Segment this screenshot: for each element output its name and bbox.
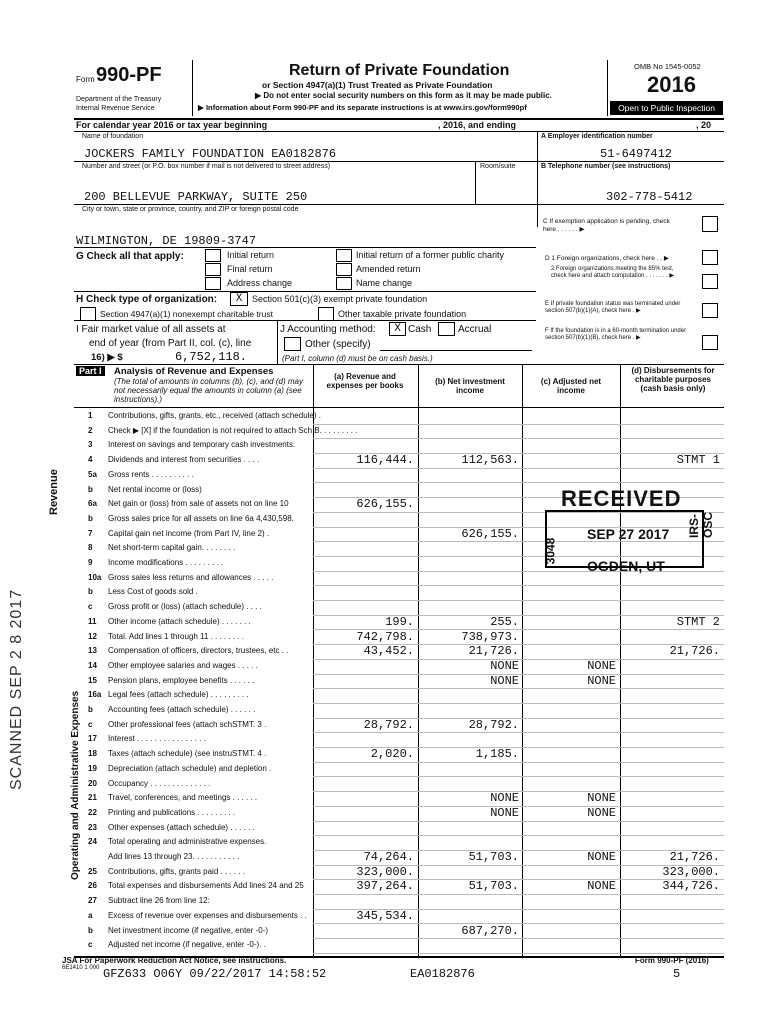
row-label: Interest on savings and temporary cash investments. [108,440,296,450]
room-label: Room/suite [480,163,516,170]
col-b-value[interactable]: 626,155. [461,526,519,541]
stamp-code-left: 3048 [543,537,558,565]
row-label: Other professional fees (attach schSTMT. 3 . [108,719,267,729]
col-c-value[interactable]: NONE [587,791,616,806]
table-row [74,924,724,939]
notice-info: ▶ Information about Form 990-PF and its separate instructions is at www.irs.gov/form990pf [198,103,527,112]
ein-label: A Employer identification number [541,133,653,140]
row-label: Travel, conferences, and meetings . . . . . . [108,793,258,803]
row-label: Check ▶ [X] if the foundation is not required to attach Sch B. . . . . . . . . [108,425,358,435]
row-number: b [88,587,93,597]
row-label: Accounting fees (attach schedule) . . . . . . [108,705,256,714]
jsa-notice: JSA For Paperwork Reduction Act Notice, see instructions. [62,956,287,965]
table-row [74,762,724,777]
row-number: c [88,602,93,612]
table-row [74,777,724,792]
termination-60-label: F If the foundation is in a 60-month termination under section 507(b)(1)(B), check here . ▶ [545,328,687,341]
final-return-label: Final return [227,264,273,274]
col-a-value[interactable]: 116,444. [356,453,414,468]
row-number: 14 [88,660,97,670]
table-row [74,894,724,909]
col-b-value[interactable]: 28,792. [468,717,519,732]
row-label: Add lines 13 through 23. . . . . . . . . . . [108,852,240,861]
col-d-value[interactable]: 21,726. [669,644,720,659]
row-label: Legal fees (attach schedule) . . . . . . . . . [108,690,249,700]
row-label: Dividends and interest from securities . . . . [108,455,260,465]
row-number: 8 [88,543,93,553]
col-a-value[interactable]: 742,798. [356,629,414,644]
row-number: 18 [88,749,97,759]
row-number: 17 [88,734,97,744]
other-taxable-label: Other taxable private foundation [338,309,467,319]
col-b-value[interactable]: 112,563. [461,453,519,468]
table-row [74,644,724,659]
501c3-checkbox[interactable]: X [230,292,248,306]
exemption-pending-label: C If exemption application is pending, check here . . . . . . ▶ [543,218,670,233]
table-row [74,659,724,674]
form-subtitle: or Section 4947(a)(1) Trust Treated as Private Foundation [262,80,493,90]
row-number: 24 [88,837,97,847]
row-label: Income modifications . . . . . . . . . [108,558,224,567]
row-label: Total. Add lines 1 through 11 . . . . . . . . [108,631,244,641]
part1-tag: Part I [76,366,105,376]
row-label: Net rental income or (loss) [108,484,202,494]
row-number: a [88,910,93,920]
row-label: Capital gain net income (from Part IV, line 2) . [108,528,270,538]
g-label: G Check all that apply: [76,251,184,262]
amended-return-label: Amended return [356,264,421,274]
col-d-header: (d) Disbursements for charitable purposes (cash basis only) [631,366,715,393]
row-number: 1 [88,411,93,420]
col-d-value[interactable]: 323,000. [662,864,720,879]
calendar-mid: , 2016, and ending [438,120,517,130]
table-row [74,409,724,424]
row-number: 20 [88,778,97,788]
fmv-label-1: I Fair market value of all assets at [76,324,226,335]
table-row [74,850,724,865]
table-row [74,585,724,600]
initial-return-label: Initial return [227,250,275,260]
omb-number: OMB No 1545-0052 [634,62,701,71]
foreign-org-checkbox[interactable] [702,250,718,265]
col-d-value[interactable]: STMT 2 [676,614,720,629]
table-row [74,821,724,836]
other-method-label: Other (specify) [305,339,371,350]
ein-reference: EA0182876 [410,967,475,981]
col-c-header: (c) Adjusted net income [540,377,602,395]
cash-label: Cash [408,324,432,335]
row-number: b [88,705,93,714]
501c3-label: Section 501(c)(3) exempt private foundation [252,294,428,304]
row-number: b [88,484,93,494]
row-label: Contributions, gifts, grants, etc., received (attach schedule) . [108,411,321,420]
row-label: Compensation of officers, directors, trustees, etc . . [108,646,289,656]
h-label: H Check type of organization: [76,294,218,305]
col-a-header: (a) Revenue and expenses per books [326,372,404,390]
part1-desc: (The total of amounts in columns (b), (c), and (d) may not necessarily equal the amounts in column (a) (see instructions).) [114,377,303,404]
foreign-85-label: 2 Foreign organizations meeting the 85% test, check here and attach computation . . . . . . . ▶ [551,266,675,279]
table-row [74,688,724,703]
calendar-line: For calendar year 2016 or tax year beginning [76,120,268,130]
row-number: 3 [88,440,93,450]
row-label: Gross profit or (loss) (attach schedule) . . . . [108,602,262,612]
street-label: Number and street (or P.O. box number if mail is not delivered to street address) [82,163,331,170]
col-d-value[interactable]: 344,726. [662,879,720,894]
terminated-label: E If private foundation status was terminated under section 507(b)(1)(A), check here . ▶ [545,301,681,314]
table-row [74,600,724,615]
col-a-value[interactable]: 345,534. [356,908,414,923]
row-label: Other expenses (attach schedule) . . . . . . [108,822,255,832]
row-number: 13 [88,646,97,656]
row-number: 4 [88,455,93,465]
table-row [74,909,724,924]
row-number: c [88,719,93,729]
col-a-value[interactable]: 626,155. [356,497,414,512]
foreign-85-checkbox[interactable] [702,274,718,289]
row-number: 22 [88,807,97,817]
4947-checkbox[interactable] [80,307,96,321]
col-a-value[interactable]: 199. [385,614,414,629]
name-change-checkbox[interactable] [336,277,352,290]
form-footer-label: Form 990-PF (2016) [635,956,709,965]
table-row [74,732,724,747]
4947-label: Section 4947(a)(1) nonexempt charitable trust [100,309,273,319]
row-label: Net investment income (if negative, enter -0-) [108,925,269,935]
table-row [74,438,724,453]
col-b-value[interactable]: 1,185. [475,747,519,762]
row-label: Adjusted net income (if negative, enter -0-). . [108,940,266,950]
dept-line1: Department of the Treasury [76,96,162,103]
row-number: 21 [88,793,97,803]
form-header [74,58,724,118]
col-a-value[interactable]: 43,452. [363,644,414,659]
col-b-value[interactable]: 255. [490,614,519,629]
row-label: Gross sales less returns and allowances . . . . . [108,572,274,582]
col-b-value[interactable]: 738,973. [461,629,519,644]
termination-60-checkbox[interactable] [702,335,718,350]
phone-label: B Telephone number (see instructions) [541,163,671,170]
row-number: 26 [88,881,97,891]
form-title: Return of Private Foundation [289,62,510,79]
accounting-method-label: J Accounting method: [280,324,376,335]
col-b-header: (b) Net investment income [435,377,505,395]
fmv-value[interactable]: 6,752,118. [175,350,248,364]
row-label: Subtract line 26 from line 12: [108,896,210,906]
table-row [74,879,724,894]
address-change-label: Address change [227,278,293,288]
col-b-value[interactable]: NONE [490,673,519,688]
row-label: Total expenses and disbursements Add lines 24 and 25 [108,881,304,891]
col-b-value[interactable]: 51,703. [468,879,519,894]
ein-value[interactable]: 51-6497412 [600,147,673,161]
terminated-checkbox[interactable] [702,303,718,318]
batch-line: GFZ633 O06Y 09/22/2017 14:58:52 [103,967,327,981]
row-label: Other income (attach schedule) . . . . . . . [108,616,251,626]
row-number: 7 [88,528,93,538]
other-taxable-checkbox[interactable] [318,307,334,321]
table-row [74,630,724,645]
col-d-value[interactable]: STMT 1 [676,453,720,468]
row-number: b [88,925,93,935]
col-a-value[interactable]: 397,264. [356,879,414,894]
revenue-side-label: Revenue [48,469,60,515]
row-number: b [88,513,93,523]
row-number: 16a [88,690,102,700]
received-text: RECEIVED [561,486,682,511]
row-label: Net short-term capital gain. . . . . . . . [108,543,236,553]
row-number: 6a [88,499,97,509]
former-public-charity-checkbox[interactable] [336,249,352,262]
phone-value[interactable]: 302-778-5412 [606,190,693,204]
row-number: 10a [88,572,102,582]
fmv-label-2: end of year (from Part II, col. (c), line [89,338,252,349]
accrual-checkbox[interactable] [438,322,455,336]
row-label: Other employee salaries and wages . . . . . [108,660,258,670]
stamp-code-right: IRS-OSC [687,511,715,538]
exemption-pending-checkbox[interactable] [702,216,718,232]
row-number: 12 [88,631,97,641]
row-number: c [88,940,93,950]
row-label: Printing and publications . . . . . . . . . [108,807,236,817]
received-stamp [543,486,715,582]
row-label: Interest . . . . . . . . . . . . . . . . [108,734,206,744]
table-row [74,806,724,821]
jsa-code: 6E1410 1 000 [62,965,100,971]
calendar-end: , 20 [696,120,712,130]
table-row [74,835,724,850]
table-row [74,791,724,806]
row-number: 27 [88,896,97,906]
row-label: Total operating and administrative expenses. [108,837,267,847]
table-row [74,615,724,630]
col-c-value[interactable]: NONE [587,879,616,894]
col-a-value[interactable]: 323,000. [356,864,414,879]
street-value[interactable]: 200 BELLEVUE PARKWAY, SUITE 250 [84,190,308,204]
tax-year: 2016 [647,72,696,97]
name-label: Name of foundation [82,133,144,140]
address-change-checkbox[interactable] [205,277,221,290]
col-a-value[interactable]: 74,264. [363,850,414,864]
table-row [74,703,724,718]
expenses-side-label: Operating and Administrative Expenses [70,690,81,880]
row-number: 9 [88,558,93,567]
form-number: 990-PF [96,64,162,86]
notice-ssn: ▶ Do not enter social security numbers on this form as it may be made public. [255,91,552,100]
row-label: Contributions, gifts, grants paid . . . . . . [108,866,245,876]
col-c-value[interactable]: NONE [587,673,616,688]
scanned-stamp: SCANNED SEP 2 8 2017 [8,588,25,790]
row-number: 15 [88,675,97,685]
row-label: Pension plans, employee benefits . . . . . . [108,675,255,685]
row-number: 2 [88,425,93,435]
col-c-value[interactable]: NONE [587,850,616,864]
row-number: 25 [88,866,97,876]
row-number: 23 [88,822,97,832]
foundation-name[interactable]: JOCKERS FAMILY FOUNDATION EA0182876 [84,147,337,161]
accrual-label: Accrual [458,324,492,335]
amended-return-checkbox[interactable] [336,263,352,276]
row-label: Less Cost of goods sold . [108,587,198,597]
col-d-value[interactable]: 21,726. [669,850,720,864]
row-label: Depreciation (attach schedule) and depletion . [108,763,272,773]
row-label: Gross rents . . . . . . . . . . [108,469,194,479]
page-number: 5 [673,967,681,981]
row-number: 11 [88,616,97,626]
row-label: Gross sales price for all assets on line 6a 4,430,598. [108,513,294,523]
col-b-value[interactable]: 51,703. [468,850,519,864]
table-row [74,718,724,733]
col-c-value[interactable]: NONE [587,805,616,820]
col-b-value[interactable]: 687,270. [461,923,519,938]
foreign-org-label: D 1 Foreign organizations, check here . . ▶ [545,255,669,262]
cash-basis-note: (Part I, column (d) must be on cash basis.) [282,354,433,363]
received-city: OGDEN, UT [587,558,665,574]
row-label: Occupancy . . . . . . . . . . . . . . [108,778,211,788]
form-word: Form [76,75,95,84]
table-row [74,674,724,689]
city-label: City or town, state or province, country, and ZIP or foreign postal code [82,206,299,213]
col-a-value[interactable]: 28,792. [363,717,414,732]
cash-checkbox[interactable]: X [389,322,406,336]
other-method-checkbox[interactable] [284,337,301,351]
row-number: 5a [88,469,97,479]
col-a-value[interactable]: 2,020. [370,747,414,762]
table-row [74,938,724,953]
dept-line2: Internal Revenue Service [76,105,155,112]
col-b-value[interactable]: NONE [490,791,519,806]
table-row [74,453,724,468]
table-row [74,424,724,439]
initial-return-checkbox[interactable] [205,249,221,262]
table-row [74,747,724,762]
row-label: Net gain or (loss) from sale of assets not on line 10 [108,499,289,509]
row-label: Excess of revenue over expenses and disbursements . . [108,910,307,920]
open-inspection-badge: Open to Public Inspection [610,101,723,115]
row-label: Taxes (attach schedule) (see instruSTMT. 4 . [108,749,267,759]
row-number: 19 [88,763,97,773]
part1-title: Analysis of Revenue and Expenses [114,366,274,377]
col-b-value[interactable]: NONE [490,658,519,673]
final-return-checkbox[interactable] [205,263,221,276]
col-b-value[interactable]: NONE [490,805,519,820]
former-public-charity-label: Initial return of a former public charity [356,250,505,260]
col-b-value[interactable]: 21,726. [468,644,519,659]
name-change-label: Name change [356,278,413,288]
col-c-value[interactable]: NONE [587,658,616,673]
received-date: SEP 27 2017 [587,526,670,542]
fmv-label-3: 16) ▶ $ [91,352,123,363]
table-row [74,865,724,880]
table-row [74,468,724,483]
city-value[interactable]: WILMINGTON, DE 19809-3747 [76,234,257,248]
